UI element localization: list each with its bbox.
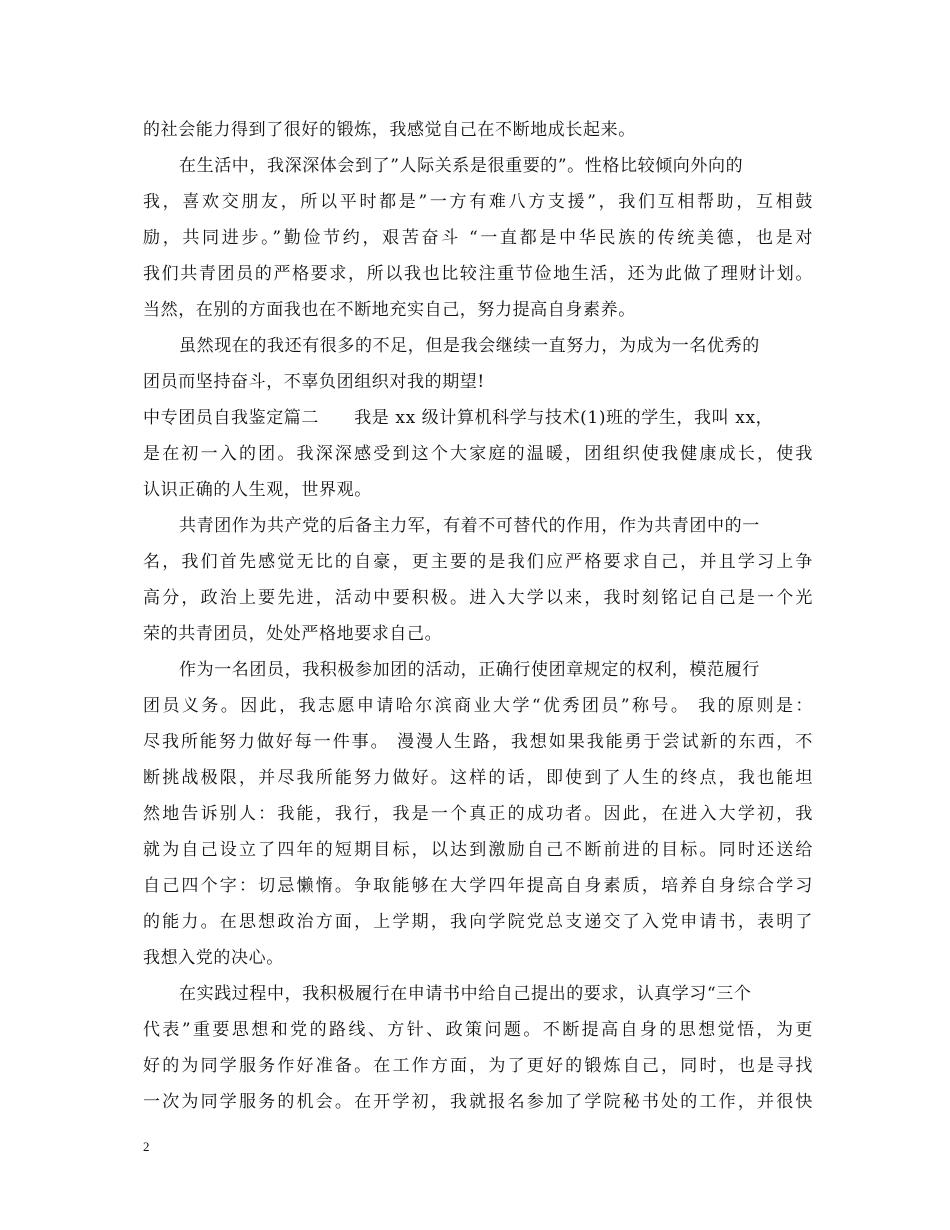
text-line: 是在初一入的团。我深深感受到这个大家庭的温暖，团组织使我健康成长，使我 — [143, 444, 813, 464]
text-line: 认识正确的人生观，世界观。 — [143, 480, 372, 500]
text-line: 尽我所能努力做好每一件事。 漫漫人生路，我想如果我能勇于尝试新的东西，不 — [143, 732, 813, 752]
text-line: 我想入党的决心。 — [143, 948, 284, 968]
text-line: 好的为同学服务作好准备。在工作方面，为了更好的锻炼自己，同时，也是寻找 — [143, 1056, 813, 1076]
text-line: 自己四个字：切忌懒惰。争取能够在大学四年提高自身素质，培养自身综合学习 — [143, 876, 813, 896]
text-line: 作为一名团员，我积极参加团的活动，正确行使团章规定的权利，模范履行 — [179, 660, 760, 680]
section-heading-line: 中专团员自我鉴定篇二 我是 xx 级计算机科学与技术(1)班的学生，我叫 xx， — [143, 408, 774, 428]
text-line: 的社会能力得到了很好的锻炼，我感觉自己在不断地成长起来。 — [143, 120, 636, 140]
text-line: 当然，在别的方面我也在不断地充实自己，努力提高自身素养。 — [143, 300, 636, 320]
text-line: 我们共青团员的严格要求，所以我也比较注重节俭地生活，还为此做了理财计划。 — [143, 264, 813, 284]
text-line: 断挑战极限，并尽我所能努力做好。这样的话，即使到了人生的终点，我也能坦 — [143, 768, 813, 788]
text-line: 荣的共青团员，处处严格地要求自己。 — [143, 624, 443, 644]
text-line: 就为自己设立了四年的短期目标，以达到激励自己不断前进的目标。同时还送给 — [143, 840, 813, 860]
document-body — [143, 112, 813, 1120]
text-line: 的能力。在思想政治方面，上学期，我向学院党总支递交了入党申请书，表明了 — [143, 912, 813, 932]
text-line: 团员义务。因此，我志愿申请哈尔滨商业大学“优秀团员”称号。 我的原则是： — [143, 696, 813, 716]
text-line: 在实践过程中，我积极履行在申请书中给自己提出的要求，认真学习“三个 — [179, 984, 752, 1004]
text-line: 在生活中，我深深体会到了”人际关系是很重要的”。性格比较倾向外向的 — [179, 156, 744, 176]
text-line: 共青团作为共产党的后备主力军，有着不可替代的作用，作为共青团中的一 — [179, 516, 760, 536]
page-number: 2 — [143, 1139, 150, 1154]
text-line: 我，喜欢交朋友，所以平时都是”一方有难八方支援”，我们互相帮助，互相鼓 — [143, 192, 813, 212]
text-line: 励，共同进步。”勤俭节约，艰苦奋斗 “一直都是中华民族的传统美德，也是对 — [143, 228, 813, 248]
text-line: 一次为同学服务的机会。在开学初，我就报名参加了学院秘书处的工作，并很快 — [143, 1092, 813, 1112]
text-line: 然地告诉别人：我能，我行，我是一个真正的成功者。因此，在进入大学初，我 — [143, 804, 813, 824]
text-line: 高分，政治上要先进，活动中要积极。进入大学以来，我时刻铭记自己是一个光 — [143, 588, 813, 608]
text-line: 虽然现在的我还有很多的不足，但是我会继续一直努力，为成为一名优秀的 — [179, 336, 760, 356]
text-line: 代表”重要思想和党的路线、方针、政策问题。不断提高自身的思想觉悟，为更 — [143, 1020, 813, 1040]
text-line: 团员而坚持奋斗，不辜负团组织对我的期望! — [143, 372, 485, 392]
text-line: 名，我们首先感觉无比的自豪，更主要的是我们应严格要求自己，并且学习上争 — [143, 552, 813, 572]
